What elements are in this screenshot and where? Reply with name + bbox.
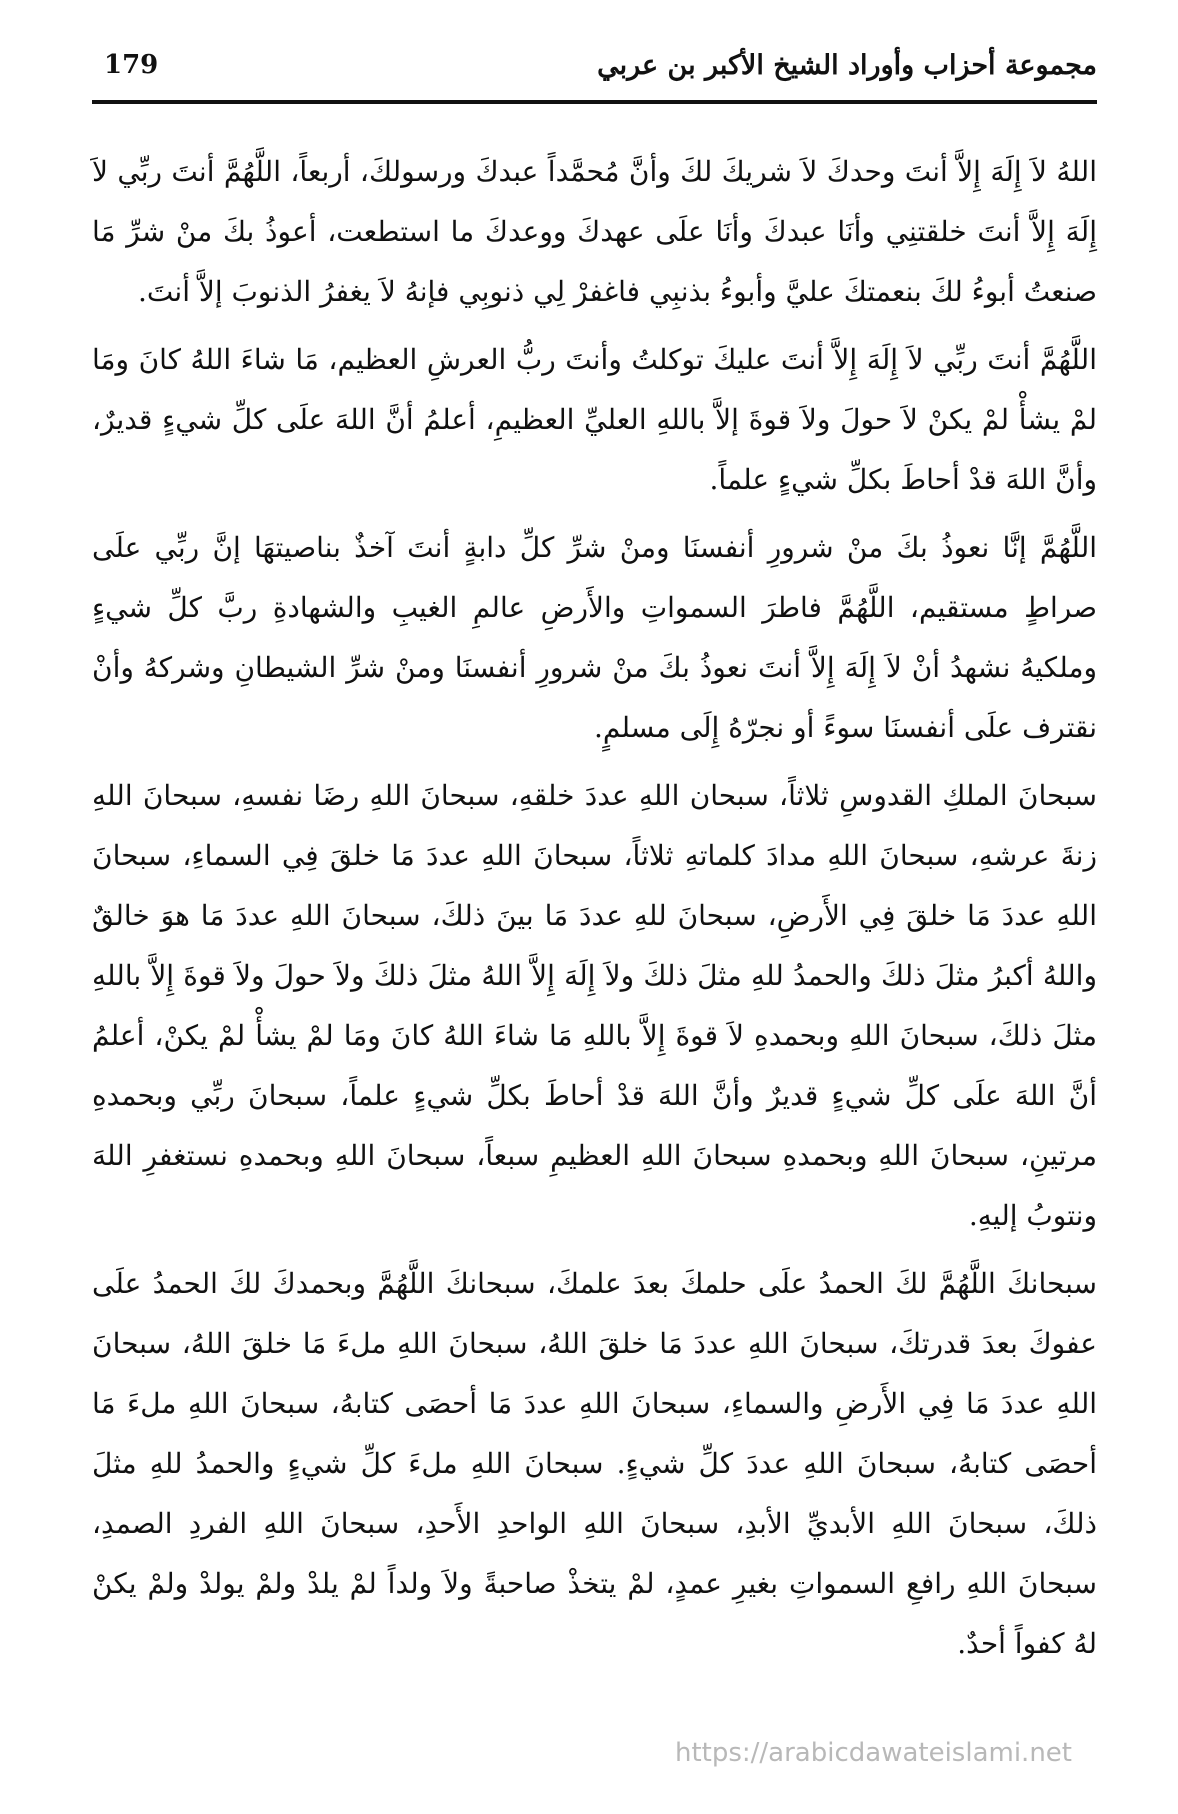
paragraph: سبحانكَ اللَّهُمَّ لكَ الحمدُ علَى حلمكَ بعدَ علمكَ، سبحانكَ اللَّهُمَّ وبحمدكَ لكَ الحمدُ علَى عفوكَ بعدَ قدرتكَ، سبحانَ اللهِ عددَ مَا خلقَ اللهُ، سبحانَ اللهِ ملءَ مَا خلقَ اللهُ، سبحانَ اللهِ عددَ مَا فِي الأَرضِ والسماءِ، سبحانَ اللهِ عددَ مَا أحصَى كتابهُ، سبحانَ اللهِ ملءَ مَا أحصَى كتابهُ، سبحانَ اللهِ عددَ كلِّ شيءٍ. سبحانَ اللهِ ملءَ كلِّ شيءٍ والحمدُ للهِ مثلَ ذلكَ، سبحانَ اللهِ الأبديِّ الأبدِ، سبحانَ اللهِ الواحدِ الأَحدِ، سبحانَ اللهِ الفردِ الصمدِ، سبحانَ اللهِ رافعِ السمواتِ بغيرِ عمدٍ، لمْ يتخذْ صاحبةً ولاَ ولداً لمْ يلدْ ولمْ يولدْ ولمْ يكنْ لهُ كفواً أحدٌ. [92,1267,1097,1660]
page-number: 179 [104,50,159,80]
paragraph: سبحانَ الملكِ القدوسِ ثلاثاً، سبحان اللهِ عددَ خلقهِ، سبحانَ اللهِ رضَا نفسهِ، سبحانَ اللهِ زنةَ عرشهِ، سبحانَ اللهِ مدادَ كلماتهِ ثلاثاً، سبحانَ اللهِ عددَ مَا خلقَ فِي السماءِ، سبحانَ اللهِ عددَ مَا خلقَ فِي الأَرضِ، سبحانَ للهِ عددَ مَا بينَ ذلكَ، سبحانَ اللهِ عددَ مَا هوَ خالقٌ واللهُ أكبرُ مثلَ ذلكَ والحمدُ للهِ مثلَ ذلكَ ولاَ إِلَهَ إِلاَّ اللهُ مثلَ ذلكَ ولاَ حولَ ولاَ قوةَ إِلاَّ باللهِ مثلَ ذلكَ، سبحانَ اللهِ وبحمدهِ لاَ قوةَ إِلاَّ باللهِ مَا شاءَ اللهُ كانَ ومَا لمْ يشأْ لمْ يكنْ، أعلمُ أنَّ اللهَ علَى كلِّ شيءٍ قديرٌ وأنَّ اللهَ قدْ أحاطَ بكلِّ شيءٍ علماً، سبحانَ ربِّي وبحمدهِ مرتينِ، سبحانَ اللهِ وبحمدهِ سبحانَ اللهِ العظيمِ سبعاً، سبحانَ اللهِ وبحمدهِ نستغفرِ اللهَ ونتوبُ إليهِ. [92,779,1097,1232]
paragraph: اللهُ لاَ إِلَهَ إِلاَّ أنتَ وحدكَ لاَ شريكَ لكَ وأنَّ مُحمَّداً عبدكَ ورسولكَ، أربعاً، اللَّهُمَّ أنتَ ربِّي لاَ إِلَهَ إِلاَّ أنتَ خلقتنِي وأنَا عبدكَ وأنَا علَى عهدكَ ووعدكَ ما استطعت، أعوذُ بكَ منْ شرِّ مَا صنعتُ أبوءُ لكَ بنعمتكَ عليَّ وأبوءُ بذنبِي فاغفرْ لِي ذنوبِي فإنهُ لاَ يغفرُ الذنوبَ إلاَّ أنتَ. [92,155,1097,308]
watermark: https://arabicdawateislami.net [674,1738,1072,1768]
header-rule [92,100,1097,104]
paragraph: اللَّهُمَّ إنَّا نعوذُ بكَ منْ شرورِ أنفسنَا ومنْ شرِّ كلِّ دابةٍ أنتَ آخذٌ بناصيتهَا إنَّ ربِّي علَى صراطٍ مستقيم، اللَّهُمَّ فاطرَ السمواتِ والأَرضِ عالمِ الغيبِ والشهادةِ ربَّ كلِّ شيءٍ وملكيهُ نشهدُ أنْ لاَ إِلَهَ إِلاَّ أنتَ نعوذُ بكَ منْ شرورِ أنفسنَا ومنْ شرِّ الشيطانِ وشركهُ وأنْ نقترف علَى أنفسنَا سوءً أو نجرّهُ إِلَى مسلمٍ. [92,531,1097,744]
running-title: مجموعة أحزاب وأوراد الشيخ الأكبر بن عربي [597,50,1097,81]
page-header [92,44,1097,98]
paragraph: اللَّهُمَّ أنتَ ربِّي لاَ إِلَهَ إِلاَّ أنتَ عليكَ توكلتُ وأنتَ ربُّ العرشِ العظيم، مَا شاءَ اللهُ كانَ ومَا لمْ يشأْ لمْ يكنْ لاَ حولَ ولاَ قوةَ إلاَّ باللهِ العليِّ العظيمِ، أعلمُ أنَّ اللهَ علَى كلِّ شيءٍ قديرٌ، وأنَّ اللهَ قدْ أحاطَ بكلِّ شيءٍ علماً. [92,343,1097,496]
body-text [92,142,1097,1682]
